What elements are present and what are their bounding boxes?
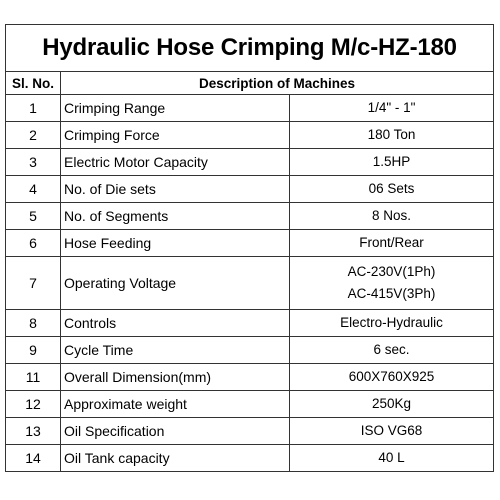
table-row bbox=[6, 364, 494, 391]
header-sl-no: Sl. No. bbox=[6, 72, 61, 95]
row-description: No. of Segments bbox=[61, 203, 290, 230]
row-value: Electro-Hydraulic bbox=[340, 315, 443, 330]
row-number: 5 bbox=[6, 203, 61, 230]
row-value-cell bbox=[290, 364, 494, 391]
row-description: Hose Feeding bbox=[61, 230, 290, 257]
row-number: 4 bbox=[6, 176, 61, 203]
row-number: 11 bbox=[6, 364, 61, 391]
row-description: Crimping Force bbox=[61, 122, 290, 149]
row-value-cell bbox=[290, 310, 494, 337]
row-value-cell bbox=[290, 337, 494, 364]
row-description: Operating Voltage bbox=[61, 257, 290, 310]
row-number: 3 bbox=[6, 149, 61, 176]
table-row bbox=[6, 337, 494, 364]
table-row bbox=[6, 310, 494, 337]
row-value: 8 Nos. bbox=[372, 208, 412, 223]
row-value: 6 sec. bbox=[373, 342, 410, 357]
table-row bbox=[6, 176, 494, 203]
table-row bbox=[6, 122, 494, 149]
row-description: No. of Die sets bbox=[61, 176, 290, 203]
row-value-cell bbox=[290, 418, 494, 445]
table-row bbox=[6, 257, 494, 310]
row-description: Controls bbox=[61, 310, 290, 337]
spec-table bbox=[5, 24, 494, 472]
table-row bbox=[6, 149, 494, 176]
row-value-cell bbox=[290, 445, 494, 472]
row-description: Crimping Range bbox=[61, 95, 290, 122]
table-title: Hydraulic Hose Crimping M/c-HZ-180 bbox=[6, 25, 494, 72]
row-value-cell bbox=[290, 391, 494, 418]
row-value: ISO VG68 bbox=[360, 423, 423, 438]
row-value: AC-415V(3Ph) bbox=[347, 286, 436, 301]
row-value: 1/4" - 1" bbox=[367, 100, 416, 115]
row-description: Electric Motor Capacity bbox=[61, 149, 290, 176]
row-number: 8 bbox=[6, 310, 61, 337]
row-description: Approximate weight bbox=[61, 391, 290, 418]
row-description: Overall Dimension(mm) bbox=[61, 364, 290, 391]
row-number: 14 bbox=[6, 445, 61, 472]
table-row bbox=[6, 95, 494, 122]
row-number: 12 bbox=[6, 391, 61, 418]
table-row bbox=[6, 203, 494, 230]
row-description: Oil Specification bbox=[61, 418, 290, 445]
row-value-cell bbox=[290, 230, 494, 257]
row-value-cell bbox=[290, 176, 494, 203]
row-number: 9 bbox=[6, 337, 61, 364]
table-body bbox=[6, 95, 494, 472]
row-value: 600X760X925 bbox=[348, 369, 435, 384]
table-row bbox=[6, 445, 494, 472]
row-value: Front/Rear bbox=[359, 235, 424, 250]
row-value: 250Kg bbox=[371, 396, 412, 411]
row-value-cell bbox=[290, 257, 494, 310]
row-number: 2 bbox=[6, 122, 61, 149]
row-number: 13 bbox=[6, 418, 61, 445]
row-value: 06 Sets bbox=[368, 181, 415, 196]
row-value: 180 Ton bbox=[367, 127, 416, 142]
table-row bbox=[6, 418, 494, 445]
table-row bbox=[6, 230, 494, 257]
header-description: Description of Machines bbox=[61, 72, 494, 95]
spec-sheet bbox=[5, 24, 493, 472]
row-value-cell bbox=[290, 95, 494, 122]
row-value: AC-230V(1Ph) bbox=[347, 264, 436, 279]
table-row bbox=[6, 391, 494, 418]
row-number: 7 bbox=[6, 257, 61, 310]
row-value-cell bbox=[290, 122, 494, 149]
row-value: 40 L bbox=[378, 450, 405, 465]
row-value-cell bbox=[290, 203, 494, 230]
row-description: Cycle Time bbox=[61, 337, 290, 364]
row-value-cell bbox=[290, 149, 494, 176]
row-description: Oil Tank capacity bbox=[61, 445, 290, 472]
row-number: 6 bbox=[6, 230, 61, 257]
row-number: 1 bbox=[6, 95, 61, 122]
row-value: 1.5HP bbox=[372, 154, 411, 169]
